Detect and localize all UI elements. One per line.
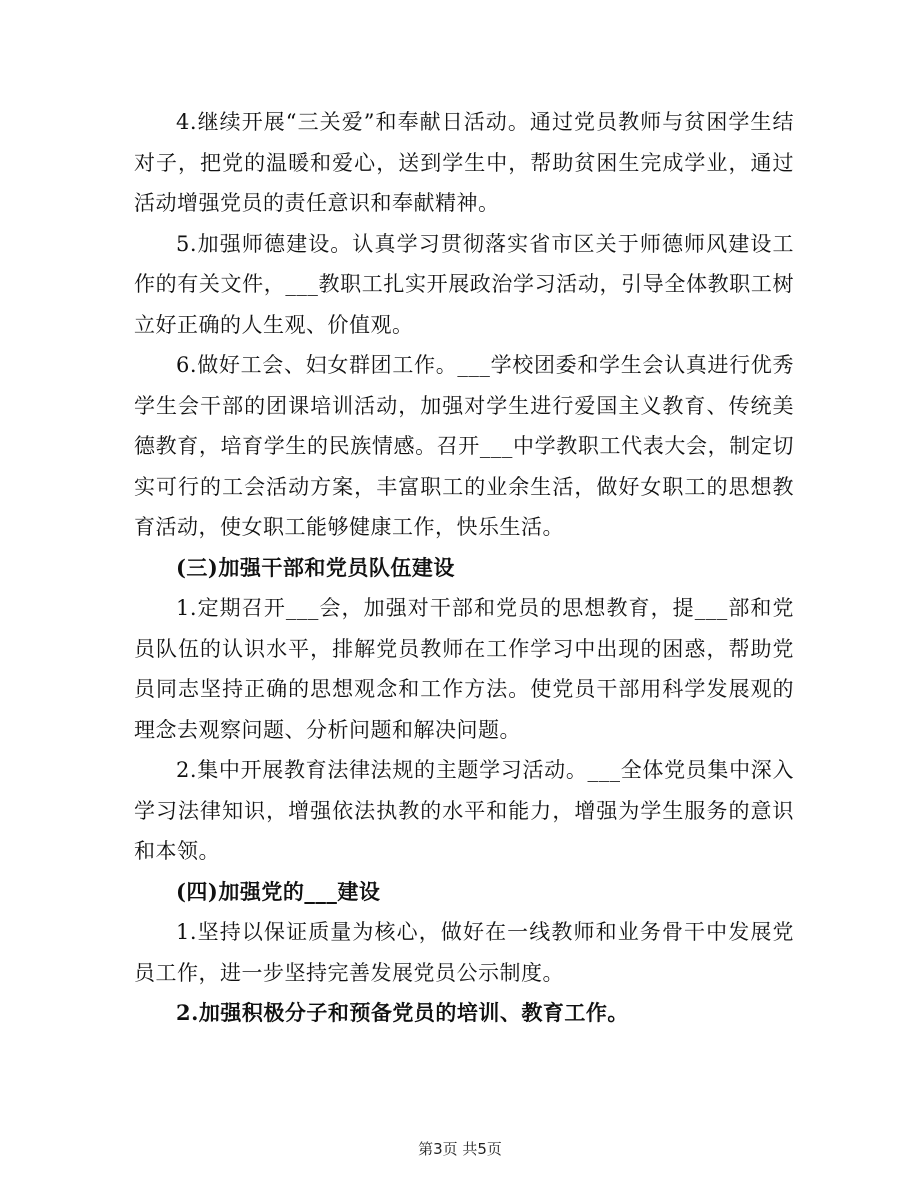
paragraph-6-union-work: 6.做好工会、妇女群团工作。___学校团委和学生会认真进行优秀学生会干部的团课培训活动，加强对学生进行爱国主义教育、传统美德教育，培育学生的民族情感。召开___中学教职工代表大会，制定切实可行的工会活动方案，丰富职工的业余生活，做好女职工的思想教育活动，使女职工能够健康工作，快乐生活。 bbox=[134, 353, 794, 539]
paragraph-5-teacher-ethics: 5.加强师德建设。认真学习贯彻落实省市区关于师德师风建设工作的有关文件，___教职工扎实开展政治学习活动，引导全体教职工树立好正确的人生观、价值观。 bbox=[134, 231, 794, 337]
paragraph-2-training-heading: 2.加强积极分子和预备党员的培训、教育工作。 bbox=[176, 1000, 629, 1025]
document-body bbox=[134, 102, 794, 1034]
paragraph-2-legal-study: 2.集中开展教育法律法规的主题学习活动。___全体党员集中深入学习法律知识，增强依法执教的水平和能力，增强为学生服务的意识和本领。 bbox=[134, 758, 794, 863]
paragraph-1-regular-meetings: 1.定期召开___会，加强对干部和党员的思想教育，提___部和党员队伍的认识水平，排解党员教师在工作学习中出现的困惑，帮助党员同志坚持正确的思想观念和工作方法。使党员干部用科学发展观的理念去观察问题、分析问题和解决问题。 bbox=[134, 596, 794, 742]
section-heading-3: (三)加强干部和党员队伍建设 bbox=[176, 554, 455, 580]
paragraph-1-quality-core: 1.坚持以保证质量为核心，做好在一线教师和业务骨干中发展党员工作，进一步坚持完善发展党员公示制度。 bbox=[134, 920, 794, 985]
section-heading-4: (四)加强党的___建设 bbox=[176, 878, 381, 904]
page-number-footer: 第3页 共5页 bbox=[418, 1140, 502, 1158]
paragraph-4-three-cares: 4.继续开展“三关爱”和奉献日活动。通过党员教师与贫困学生结对子，把党的温暖和爱心，送到学生中，帮助贫困生完成学业，通过活动增强党员的责任意识和奉献精神。 bbox=[134, 110, 794, 215]
